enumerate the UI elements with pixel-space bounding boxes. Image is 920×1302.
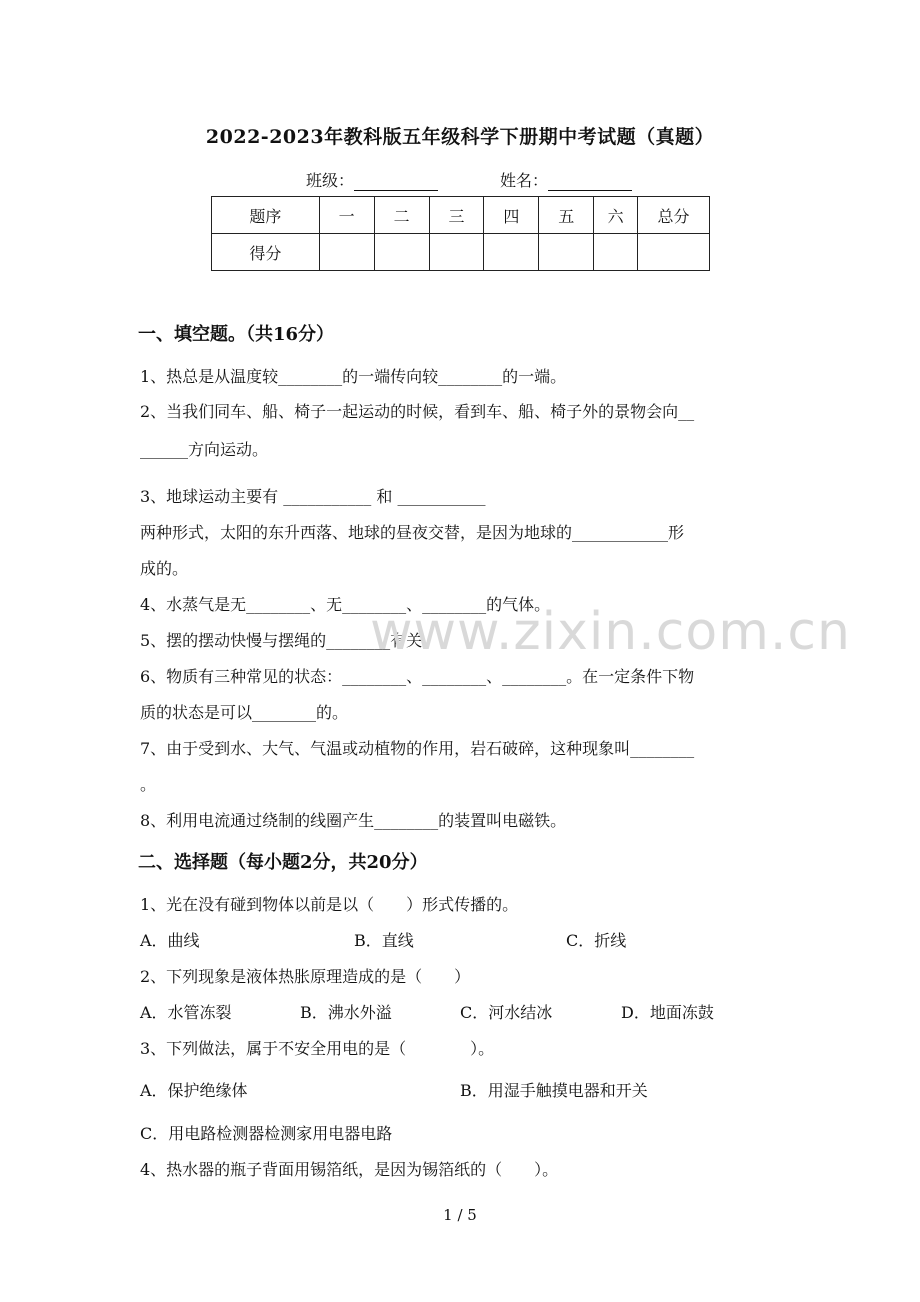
watermark: www.zixin.com.cn [370,602,851,662]
option-c[interactable]: C．折线 [566,931,627,950]
class-label: 班级： [306,171,355,190]
page-number: 1 / 5 [443,1206,477,1224]
question-stem: 1、光在没有碰到物体以前是以（ ）形式传播的。 [140,895,519,914]
header-cell: 四 [484,197,539,234]
option-a[interactable]: A．水管冻裂 [140,1003,232,1022]
score-cell[interactable] [539,234,594,271]
page-title: 2022-2023年教科版五年级科学下册期中考试题（真题） [205,126,715,148]
question-line: 7、由于受到水、大气、气温或动植物的作用，岩石破碎，这种现象叫________ [140,739,695,758]
score-cell[interactable] [484,234,539,271]
name-blank [548,174,632,191]
question-line: ______方向运动。 [140,440,269,459]
question-line: 4、水蒸气是无________、无________、________的气体。 [140,595,551,614]
score-row-label: 得分 [212,234,320,271]
score-cell[interactable] [638,234,710,271]
score-cell[interactable] [319,234,374,271]
name-field [500,168,632,191]
question-stem: 4、热水器的瓶子背面用锡箔纸，是因为锡箔纸的（ ）。 [140,1160,559,1179]
section2-heading: 二、选择题（每小题2分，共20分） [138,852,428,873]
option-b[interactable]: B．沸水外溢 [300,1003,392,1022]
header-cell: 五 [539,197,594,234]
question-line: 两种形式，太阳的东升西落、地球的昼夜交替，是因为地球的____________形 [140,523,685,542]
question-stem: 2、下列现象是液体热胀原理造成的是（ ） [140,967,471,986]
question-line: 成的。 [140,559,189,578]
score-table-score-row [212,234,710,271]
question-line: 2、当我们同车、船、椅子一起运动的时候，看到车、船、椅子外的景物会向__ [140,402,695,421]
header-cell: 二 [374,197,429,234]
question-line: 3、地球运动主要有 ___________ 和 ___________ [140,487,486,506]
name-label: 姓名： [500,171,549,190]
question-line: 1、热总是从温度较________的一端传向较________的一端。 [140,367,567,386]
question-line: 。 [140,775,157,794]
class-field [306,168,438,191]
score-cell[interactable] [374,234,429,271]
class-blank [354,174,438,191]
header-cell: 三 [429,197,484,234]
score-cell[interactable] [429,234,484,271]
option-a[interactable]: A．曲线 [140,931,200,950]
section1-heading: 一、填空题。（共16分） [138,324,335,345]
question-line: 5、摆的摆动快慢与摆绳的________有关。 [140,631,439,650]
question-line: 质的状态是可以________的。 [140,703,349,722]
score-cell[interactable] [594,234,638,271]
score-table-header-row [212,197,710,234]
option-b[interactable]: B．用湿手触摸电器和开关 [460,1081,648,1100]
option-a[interactable]: A．保护绝缘体 [140,1081,248,1100]
question-line: 6、物质有三种常见的状态：________、________、________。在一定条件下物 [140,667,695,686]
header-cell: 总分 [638,197,710,234]
option-c[interactable]: C．用电路检测器检测家用电器电路 [140,1124,393,1143]
option-c[interactable]: C．河水结冰 [460,1003,553,1022]
question-line: 8、利用电流通过绕制的线圈产生________的装置叫电磁铁。 [140,811,567,830]
header-cell: 题序 [212,197,320,234]
header-cell: 一 [319,197,374,234]
option-d[interactable]: D．地面冻鼓 [621,1003,714,1022]
question-stem: 3、下列做法，属于不安全用电的是（ ）。 [140,1039,495,1058]
score-table [211,196,710,271]
option-b[interactable]: B．直线 [354,931,414,950]
header-cell: 六 [594,197,638,234]
